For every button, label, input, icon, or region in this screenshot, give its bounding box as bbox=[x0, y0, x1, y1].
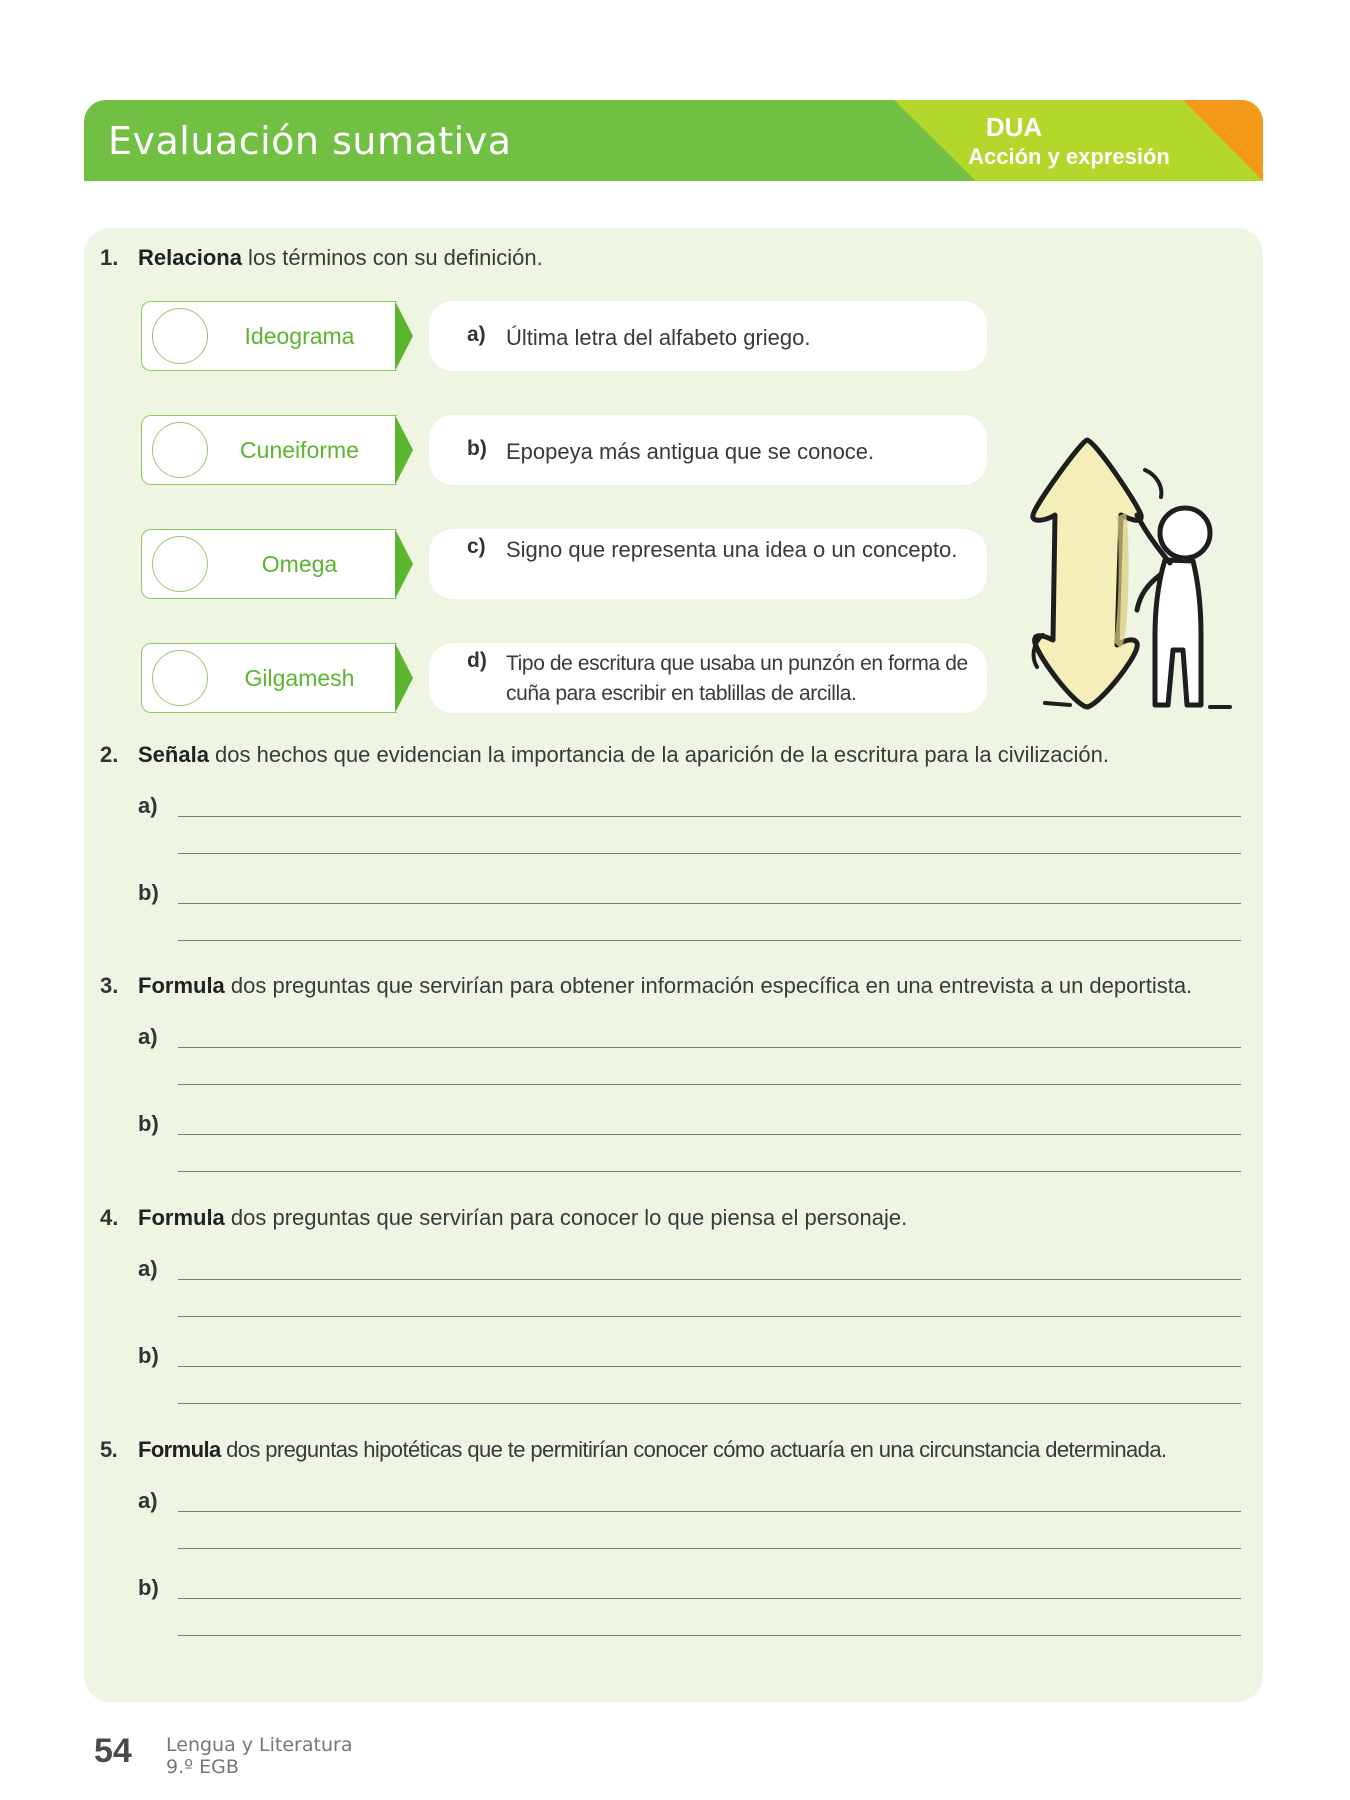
answer-circle[interactable] bbox=[152, 650, 208, 706]
question-verb: Formula bbox=[138, 1437, 221, 1462]
question-text: dos hechos que evidencian la importancia de la aparición de la escritura para la civilización. bbox=[208, 742, 1110, 767]
answer-label-a: a) bbox=[138, 1488, 158, 1513]
term-label: Gilgamesh bbox=[244, 665, 355, 691]
definition-text: Epopeya más antigua que se conoce. bbox=[506, 439, 875, 464]
question-number: 2. bbox=[100, 742, 119, 767]
answer-line[interactable] bbox=[178, 1084, 1241, 1085]
question-text: dos preguntas hipotéticas que te permitirían conocer cómo actuaría en una circunstancia determinada. bbox=[220, 1437, 1167, 1462]
dua-title: DUA bbox=[985, 112, 1043, 142]
definition-text: Tipo de escritura que usaba un punzón en forma de cuña para escribir en tablillas de arcilla. bbox=[506, 652, 968, 705]
answer-label-a: a) bbox=[138, 1024, 158, 1049]
question-text: dos preguntas que servirían para conocer lo que piensa el personaje. bbox=[224, 1205, 908, 1230]
answer-label-b: b) bbox=[138, 1111, 159, 1136]
definition-letter: d) bbox=[467, 649, 487, 672]
question-text: los términos con su definición. bbox=[241, 245, 543, 270]
definition-letter: c) bbox=[467, 535, 486, 558]
question-number: 1. bbox=[100, 245, 119, 270]
answer-label-a: a) bbox=[138, 793, 158, 818]
page-title: Evaluación sumativa bbox=[108, 119, 512, 163]
answer-line[interactable] bbox=[178, 1598, 1241, 1599]
question-number: 3. bbox=[100, 973, 119, 998]
term-label: Ideograma bbox=[244, 323, 355, 349]
definition-a bbox=[429, 301, 987, 371]
footer-subject: Lengua y Literatura bbox=[166, 1734, 353, 1756]
question-4-heading bbox=[100, 1205, 907, 1231]
answer-line[interactable] bbox=[178, 903, 1241, 904]
question-3-heading bbox=[100, 973, 1192, 999]
answer-circle[interactable] bbox=[152, 308, 208, 364]
question-verb: Formula bbox=[138, 1205, 225, 1230]
answer-line[interactable] bbox=[178, 1635, 1241, 1636]
question-verb: Señala bbox=[138, 742, 209, 767]
answer-line[interactable] bbox=[178, 816, 1241, 817]
answer-circle[interactable] bbox=[152, 536, 208, 592]
question-text: dos preguntas que servirían para obtener información específica en una entrevista a un deportista. bbox=[224, 973, 1193, 998]
answer-line[interactable] bbox=[178, 1279, 1241, 1280]
page-number: 54 bbox=[94, 1732, 132, 1770]
term-box-omega[interactable] bbox=[141, 529, 397, 599]
answer-line[interactable] bbox=[178, 1548, 1241, 1549]
term-label: Cuneiforme bbox=[240, 437, 359, 463]
term-box-gilgamesh[interactable] bbox=[141, 643, 397, 713]
answer-line[interactable] bbox=[178, 940, 1241, 941]
question-2-heading bbox=[100, 742, 1109, 768]
question-number: 5. bbox=[100, 1437, 118, 1462]
term-box-cuneiforme[interactable] bbox=[141, 415, 397, 485]
person-arrow-illustration-icon bbox=[1025, 435, 1250, 720]
answer-line[interactable] bbox=[178, 1316, 1241, 1317]
question-5-heading bbox=[100, 1437, 1166, 1463]
question-1-heading bbox=[100, 245, 543, 271]
question-number: 4. bbox=[100, 1205, 119, 1230]
answer-line[interactable] bbox=[178, 1047, 1241, 1048]
answer-line[interactable] bbox=[178, 1366, 1241, 1367]
question-verb: Formula bbox=[138, 973, 225, 998]
answer-line[interactable] bbox=[178, 1134, 1241, 1135]
section-header bbox=[84, 100, 1263, 181]
footer-grade: 9.º EGB bbox=[166, 1756, 239, 1778]
answer-label-b: b) bbox=[138, 1343, 159, 1368]
term-label: Omega bbox=[261, 551, 338, 577]
answer-line[interactable] bbox=[178, 1171, 1241, 1172]
definition-c bbox=[429, 529, 987, 599]
definition-letter: b) bbox=[467, 437, 487, 460]
answer-line[interactable] bbox=[178, 1511, 1241, 1512]
answer-label-b: b) bbox=[138, 880, 159, 905]
definition-letter: a) bbox=[467, 323, 486, 346]
definition-text: Signo que representa una idea o un concepto. bbox=[506, 537, 958, 562]
answer-circle[interactable] bbox=[152, 422, 208, 478]
answer-label-a: a) bbox=[138, 1256, 158, 1281]
question-verb: Relaciona bbox=[138, 245, 242, 270]
answer-line[interactable] bbox=[178, 853, 1241, 854]
definition-d bbox=[429, 643, 987, 713]
definition-b bbox=[429, 415, 987, 485]
answer-label-b: b) bbox=[138, 1575, 159, 1600]
dua-subtitle: Acción y expresión bbox=[968, 144, 1170, 169]
term-box-ideograma[interactable] bbox=[141, 301, 397, 371]
answer-line[interactable] bbox=[178, 1403, 1241, 1404]
definition-text: Última letra del alfabeto griego. bbox=[506, 325, 811, 350]
